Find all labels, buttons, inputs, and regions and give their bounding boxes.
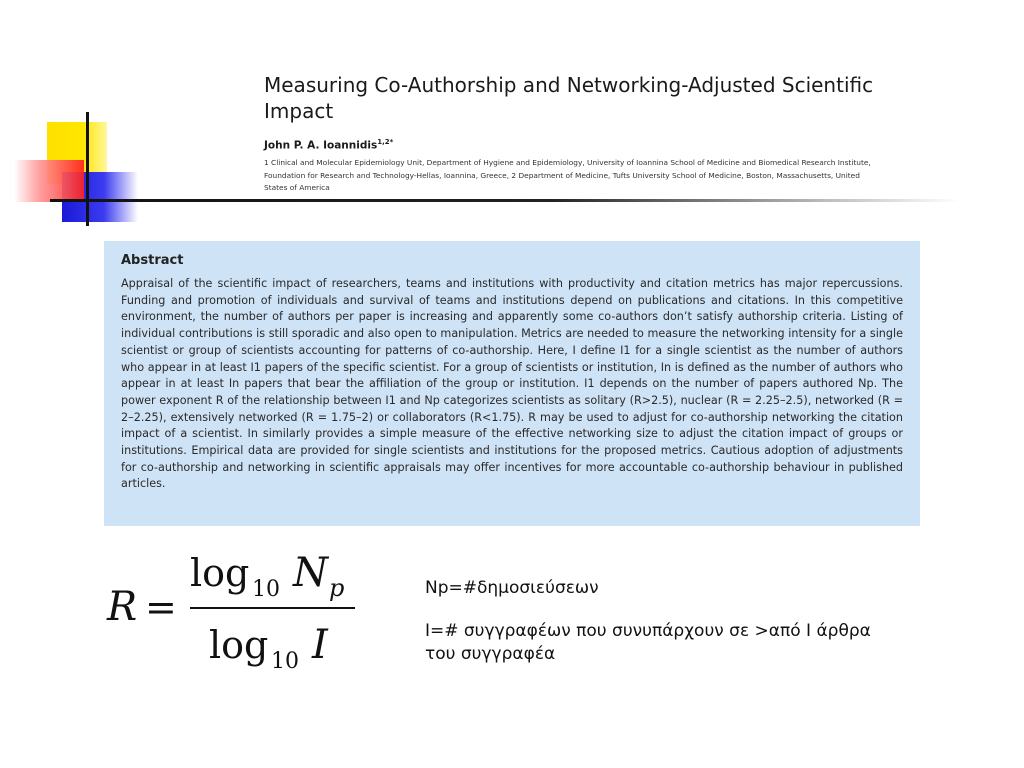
author-marks: 1,2*	[377, 138, 394, 146]
numerator-base: 10	[252, 577, 280, 602]
denominator-base: 10	[271, 649, 299, 674]
decor-horizontal-line	[50, 199, 960, 202]
denominator-variable: I	[312, 622, 328, 668]
paper-affiliations: 1 Clinical and Molecular Epidemiology Unit, Department of Hygiene and Epidemiology, University of Ioannina School of Medicine and Biomedical Research Institute, Foundation for Research and Technology-Hellas, Ioannina, Greece, 2 Department of Medicine, Tufts University School of Medicine, Boston, Massachusetts, United States of America	[264, 158, 871, 192]
formula-equals: =	[145, 585, 177, 629]
decor-red-square	[14, 160, 84, 202]
numerator-log: log	[190, 551, 250, 595]
slide-decoration	[0, 0, 160, 240]
formula-r	[105, 540, 405, 680]
author-name: John P. A. Ioannidis	[264, 139, 378, 152]
numerator-variable: N	[293, 550, 328, 596]
abstract-body: Appraisal of the scientific impact of researchers, teams and institutions with productivity and citation metrics has major repercussions. Funding and promotion of individuals and survival of teams and institutions depend on publications and citations. In this competitive environment, the number of authors per paper is increasing and apparently some co-authors don’t satisfy authorship criteria. Listing of individual contributions is still sporadic and also open to manipulation. Metrics are needed to measure the networking intensity for a single scientist or group of scientists accounting for patterns of co-authorship. Here, I define I1 for a single scientist as the number of authors who appear in at least I1 papers of the specific scientist. For a group of scientists or institution, In is defined as the number of authors who appear in at least In papers that bear the affiliation of the group or institution. I1 depends on the number of papers authored Np. The power exponent R of the relationship between I1 and Np categorizes scientists as solitary (R>2.5), nuclear (R = 2.25–2.5), networked (R = 2–2.25), extensively networked (R = 1.75–2) or collaborators (R<1.75). R may be used to adjust for co-authorship networking the citation impact of a scientist. In similarly provides a simple measure of the effective networking size to adjust the citation impact of groups or institutions. Empirical data are provided for single scientists and institutions for the proposed metrics. Cautious adoption of adjustments for co-authorship and networking in scientific appraisals may offer incentives for more accountable co-authorship behaviour in published articles.	[121, 277, 903, 491]
i-definition: I=# συγγραφέων που συνυπάρχουν σε >από I άρθρα του συγγραφέα	[425, 621, 871, 664]
paper-author	[264, 138, 393, 152]
np-definition: Np=#δημοσιεύσεων	[425, 578, 599, 598]
decor-vertical-line	[86, 112, 89, 226]
abstract-box	[104, 241, 920, 526]
abstract-heading: Abstract	[121, 253, 184, 268]
formula-lhs: R	[107, 584, 138, 630]
numerator-subscript: p	[329, 574, 345, 602]
paper-title: Measuring Co-Authorship and Networking-Adjusted Scientific Impact	[264, 73, 874, 123]
formula-svg	[105, 540, 405, 680]
denominator-log: log	[209, 623, 269, 667]
